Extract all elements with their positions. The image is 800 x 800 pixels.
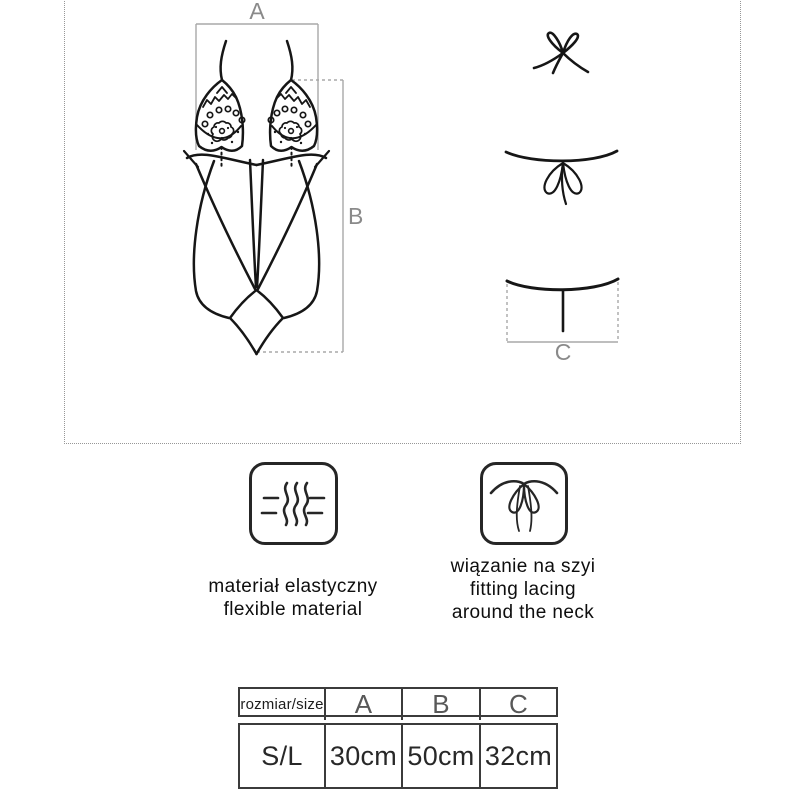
caption-line: materiał elastyczny [208,576,378,597]
size-table-data-row [238,723,558,789]
table-header-cell: B [401,689,479,720]
caption-line: fitting lacing [470,579,576,600]
bodysuit-drawing [184,41,329,354]
dimension-label-a: A [249,0,265,24]
halter-knot-drawing [534,33,588,73]
table-cell: 32cm [479,725,556,787]
table-cell: 50cm [401,725,479,787]
caption-line: wiązanie na szyi [450,556,596,577]
table-header-cell: C [479,689,556,720]
neck-tie-drawing [506,151,617,204]
neck-lacing-caption [403,555,643,624]
elastic-material-icon [249,462,338,545]
size-table-header-row [238,687,558,717]
table-cell: S/L [261,740,303,771]
caption-line: around the neck [451,602,595,623]
dimension-label-c: C [554,339,572,365]
bottom-closure-drawing [507,279,618,342]
table-header-cell: rozmiar/size [240,696,324,713]
elastic-material-caption [173,575,413,621]
neck-lacing-icon [480,462,568,545]
table-cell: 30cm [324,725,401,787]
table-header-cell: A [324,689,401,720]
dimension-label-b: B [348,203,364,229]
size-table [238,687,558,789]
caption-line: flexible material [223,599,363,620]
